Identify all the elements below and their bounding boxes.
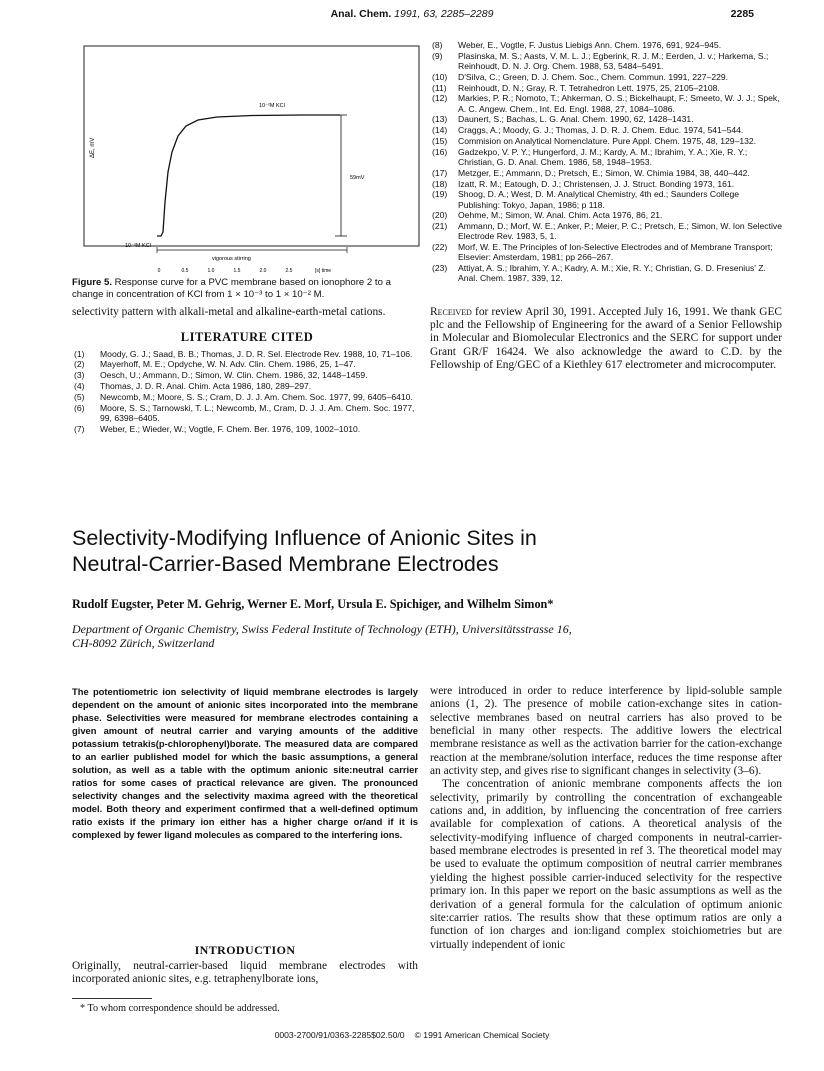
- reference-number: (6): [74, 402, 85, 413]
- figure-caption: [72, 277, 422, 300]
- reference-text: Metzger, E.; Ammann, D.; Pretsch, E.; Simon, W. Chimia 1984, 38, 440–442.: [458, 167, 750, 178]
- reference-item: [430, 179, 782, 189]
- reference-number: (5): [74, 391, 85, 402]
- reference-text: Newcomb, M.; Moore, S. S.; Cram, D. J. J. Am. Chem. Soc. 1977, 99, 6405–6410.: [100, 391, 413, 402]
- reference-text: Ammann, D.; Morf, W. E.; Anker, P.; Meier, P. C.; Pretsch, E.; Simon, W. Ion Selective Electrode Rev. 1983, 5, 1.: [458, 221, 782, 242]
- reference-item: [430, 114, 782, 124]
- x-tick-label: 1.5: [233, 268, 241, 274]
- footer-copyright: © 1991 American Chemical Society: [414, 1030, 550, 1040]
- running-header: [0, 8, 824, 20]
- reference-number: (17): [432, 167, 448, 178]
- article-title-line: Neutral-Carrier-Based Membrane Electrodes: [72, 551, 499, 576]
- article-title: [72, 526, 772, 577]
- reference-text: Gadzekpo, V. P. Y.; Hungerford, J. M.; Kardy, A. M.; Ibrahim, Y. A.; Xie, R. Y.; Christian, G. D. Anal. Chem. 1986, 58, 1948–1953.: [458, 146, 748, 167]
- received-lead: Received: [430, 305, 472, 318]
- figure-5: [72, 40, 422, 275]
- reference-item: [430, 263, 782, 283]
- introduction-continued: [430, 685, 782, 952]
- left-top-column: [72, 40, 422, 434]
- journal-name: Anal. Chem.: [330, 8, 392, 20]
- x-tick-label: 2.5: [285, 268, 293, 274]
- x-tick-label: 0.5: [181, 268, 189, 274]
- author-list: Rudolf Eugster, Peter M. Gehrig, Werner E. Morf, Ursula E. Spichiger, and Wilhelm Simon*: [72, 597, 554, 611]
- reference-text: Moore, S. S.; Tarnowski, T. L.; Newcomb, M., Cram, D. J. J. Am. Chem. Soc. 1977, 99, 6398–6405.: [100, 402, 415, 423]
- x-tick-label: [s] time: [314, 268, 332, 274]
- reference-item: [72, 403, 422, 423]
- reference-item: [430, 83, 782, 93]
- reference-item: [430, 125, 782, 135]
- reference-item: [430, 136, 782, 146]
- reference-item: [72, 349, 422, 359]
- footnote-divider: [72, 998, 152, 999]
- introduction-text: Originally, neutral-carrier-based liquid membrane electrodes with incorporated anionic sites, e.g. tetraphenylborate ions,: [72, 960, 418, 986]
- reference-text: Daunert, S.; Bachas, L. G. Anal. Chem. 1990, 62, 1428–1431.: [458, 114, 694, 125]
- affiliation: [72, 622, 772, 650]
- response-curve-plot: [72, 40, 422, 275]
- reference-number: (2): [74, 359, 85, 370]
- plot-frame: [84, 46, 419, 246]
- reference-number: (12): [432, 93, 448, 104]
- reference-item: [72, 370, 422, 380]
- reference-number: (1): [74, 348, 85, 359]
- reference-number: (10): [432, 71, 448, 82]
- reference-item: [430, 51, 782, 71]
- reference-text: Oesch, U.; Ammann, D.; Simon, W. Clin. Chem. 1986, 32, 1448–1459.: [100, 370, 368, 381]
- received-note: [430, 306, 782, 373]
- reference-text: Craggs, A.; Moody, G. J.; Thomas, J. D. R. J. Chem. Educ. 1974, 541–544.: [458, 125, 744, 136]
- received-text: for review April 30, 1991. Accepted July 16, 1991. We thank GEC plc and the Fellowship of Engineering for the award of a Senior Fellowship in Molecular and Biomolecular Electronics and the SERC for support under Grant GR/F 16424. We also acknowledge the award to C.D. by the Fellowship of Eng/GEC of a Kiethley 617 electrometer and microcomputer.: [430, 305, 782, 372]
- reference-item: [430, 221, 782, 241]
- journal-citation: 1991, 63, 2285–2289: [391, 8, 494, 20]
- figure-caption-label: Figure 5.: [72, 277, 112, 288]
- body-paragraph: The concentration of anionic membrane components affects the ion selectivity, primarily by controlling the concentration of exchangeable cations and, in addition, by influencing the concentration of free carriers available for complexation of cations. A theoretical analysis of the selectivity-modifying influence of charged components in neutral-carrier-based membrane electrodes is presented in ref 3. The theoretical model may be used to evaluate the optimum composition of neutral carrier membranes yielding the highest possible carrier-induced selectivity for the respective primary ion. In this paper we report on the basic assumptions as well as the derivation of a general formula for the calculation of optimum anionic site:carrier ratios. The results show that these optimum ratios are only a function of ion charges and ion:ligand complex stoichiometries but are virtually independent of ionic: [430, 778, 782, 951]
- reference-item: [430, 93, 782, 113]
- reference-list-left: [72, 349, 422, 434]
- reference-number: (23): [432, 263, 448, 274]
- reference-number: (4): [74, 380, 85, 391]
- reference-number: (8): [432, 40, 443, 50]
- reference-text: Attiyat, A. S.; Ibrahim, Y. A.; Kadry, A. M.; Xie, R. Y.; Christian, G. D. Fresenius' Z. Anal. Chem. 1987, 339, 12.: [458, 263, 766, 284]
- x-tick-label: 0: [157, 268, 161, 274]
- reference-item: [430, 147, 782, 167]
- literature-heading: LITERATURE CITED: [180, 329, 314, 344]
- reference-item: [72, 381, 422, 391]
- abstract: The potentiometric ion selectivity of liquid membrane electrodes is largely dependent on the amount of anionic sites incorporated into the membrane phase. Selectivities were measured for membrane electrodes containing a given amount of neutral carrier and varying amounts of the additive potassium tetrakis(p-chlorophenyl)borate. The measured data are compared to an earlier published model for which the basic assumptions, a general solution, as well as a table with the optimum anionic site:neutral carrier ratios for some cases of practical relevance are given. The pronounced selectivity changes and the selectivity maxima agreed with the theoretical model. Both theory and experiment confirmed that a well-defined optimum ratio exists if the primary ion either has a higher charge or/and if it is complexed by fewer ligand molecules as compared to the interfering ions.: [72, 686, 418, 840]
- footer-code: 0003-2700/91/0363-2285$02.50/0: [274, 1030, 405, 1040]
- reference-number: (19): [432, 189, 448, 200]
- reference-text: Markies, P. R.; Nomoto, T.; Ahkerman, O. S.; Bickelhaupt, F.; Smeeto, W. J. J.; Spek, A. C. Angew. Chem., Int. Ed. Engl. 1988, 27, 1084–1086.: [458, 93, 780, 114]
- introduction-heading: INTRODUCTION: [194, 943, 296, 957]
- reference-item: [72, 392, 422, 402]
- reference-number: (18): [432, 178, 448, 189]
- reference-number: (14): [432, 125, 448, 136]
- reference-list-right: [430, 40, 782, 284]
- figure-caption-text: Response curve for a PVC membrane based on ionophore 2 to a change in concentration of KCl from 1 × 10⁻³ to 1 × 10⁻² M.: [72, 277, 391, 300]
- page-footer: [0, 1030, 824, 1040]
- reference-item: [430, 40, 782, 50]
- x-tick-label: 2.0: [259, 268, 267, 274]
- reference-number: (13): [432, 114, 448, 125]
- reference-item: [72, 424, 422, 434]
- reference-number: (15): [432, 135, 448, 146]
- reference-text: Weber, E.; Wieder, W.; Vogtle, F. Chem. Ber. 1976, 109, 1002–1010.: [100, 423, 361, 434]
- reference-item: [430, 189, 782, 209]
- reference-number: (3): [74, 370, 85, 381]
- reference-number: (9): [432, 50, 443, 61]
- reference-number: (7): [74, 423, 85, 434]
- x-tick-labels: [158, 268, 332, 274]
- affiliation-line: CH-8092 Zürich, Switzerland: [72, 636, 215, 650]
- reference-text: Commision on Analytical Nomenclature. Pure Appl. Chem. 1975, 48, 129–132.: [458, 135, 757, 146]
- y-axis-label: ΔE, mV: [90, 137, 96, 158]
- reference-number: (11): [432, 82, 447, 93]
- right-top-column: [430, 40, 782, 373]
- reference-item: [430, 168, 782, 178]
- stirring-label: vigorous stirring: [212, 256, 251, 262]
- reference-text: Morf, W. E. The Principles of Ion-Selective Electrodes and of Membrane Transport; Elsevier: Amsterdam, 1981; pp 266–267.: [458, 242, 773, 263]
- page-number: 2285: [730, 8, 754, 20]
- reference-item: [430, 72, 782, 82]
- reference-item: [430, 210, 782, 220]
- curve-label-bottom: 10⁻³M KCl: [125, 243, 151, 249]
- body-paragraph: were introduced in order to reduce interference by lipid-soluble sample anions (1, 2). The presence of mobile cation-exchange sites in cation-selective membranes based on neutral carriers has also proved to be beneficial in many other respects. The additive lowers the electrical membrane resistance as well as the activation barrier for the cation-exchange reaction at the membrane/solution interface, reduces the time response after an activity step, and gives rise to significant changes in selectivity (3–6).: [430, 685, 782, 778]
- footnote: * To whom correspondence should be addressed.: [80, 1003, 280, 1014]
- reference-text: Reinhoudt, D. N.; Gray, R. T. Tetrahedron Lett. 1975, 25, 2105–2108.: [458, 82, 720, 93]
- reference-text: Mayerhoff, M. E.; Opdyche, W. N. Adv. Clin. Chem. 1986, 25, 1–47.: [100, 359, 356, 370]
- reference-number: (20): [432, 210, 448, 221]
- curve-label-top: 10⁻²M KCl: [259, 103, 285, 109]
- reference-text: Weber, E., Vogtle, F. Justus Liebigs Ann. Chem. 1976, 691, 924–945.: [458, 40, 722, 50]
- affiliation-line: Department of Organic Chemistry, Swiss Federal Institute of Technology (ETH), Universitätsstrasse 16,: [72, 622, 572, 636]
- reference-number: (16): [432, 146, 448, 157]
- reference-text: D'Silva, C.; Green, D. J. Chem. Soc., Chem. Commun. 1991, 227–229.: [458, 71, 729, 82]
- x-tick-label: 1.0: [207, 268, 215, 274]
- reference-text: Oehme, M.; Simon, W. Anal. Chim. Acta 1976, 86, 21.: [458, 210, 663, 221]
- article-title-line: Selectivity-Modifying Influence of Anionic Sites in: [72, 526, 537, 550]
- reference-item: [430, 242, 782, 262]
- reference-text: Moody, G. J.; Saad, B. B.; Thomas, J. D. R. Sel. Electrode Rev. 1988, 10, 71–106.: [100, 348, 413, 359]
- reference-number: (22): [432, 242, 448, 253]
- reference-item: [72, 359, 422, 369]
- reference-text: Plasinska, M. S.; Aasts, V. M. L. J.; Egberink, R. J. M.; Eerden, J. v.; Harkema, S.; Reinhoudt, D. N. J. Org. Chem. 1988, 53, 5484–5491.: [458, 50, 769, 71]
- reference-number: (21): [432, 221, 448, 232]
- reference-text: Shoog, D. A.; West, D. M. Analytical Chemistry, 4th ed.; Saunders College Publishing: Tokyo, Japan, 1986; p 118.: [458, 189, 740, 210]
- delta-label: 59mV: [350, 175, 365, 181]
- response-curve: [157, 115, 340, 236]
- left-continuation-text: selectivity pattern with alkali-metal and alkaline-earth-metal cations.: [72, 306, 386, 319]
- reference-text: Thomas, J. D. R. Anal. Chim. Acta 1986, 180, 289–297.: [100, 380, 312, 391]
- reference-text: Izatt, R. M.; Eatough, D. J.; Christensen, J. J. Struct. Bonding 1973, 161.: [458, 178, 735, 189]
